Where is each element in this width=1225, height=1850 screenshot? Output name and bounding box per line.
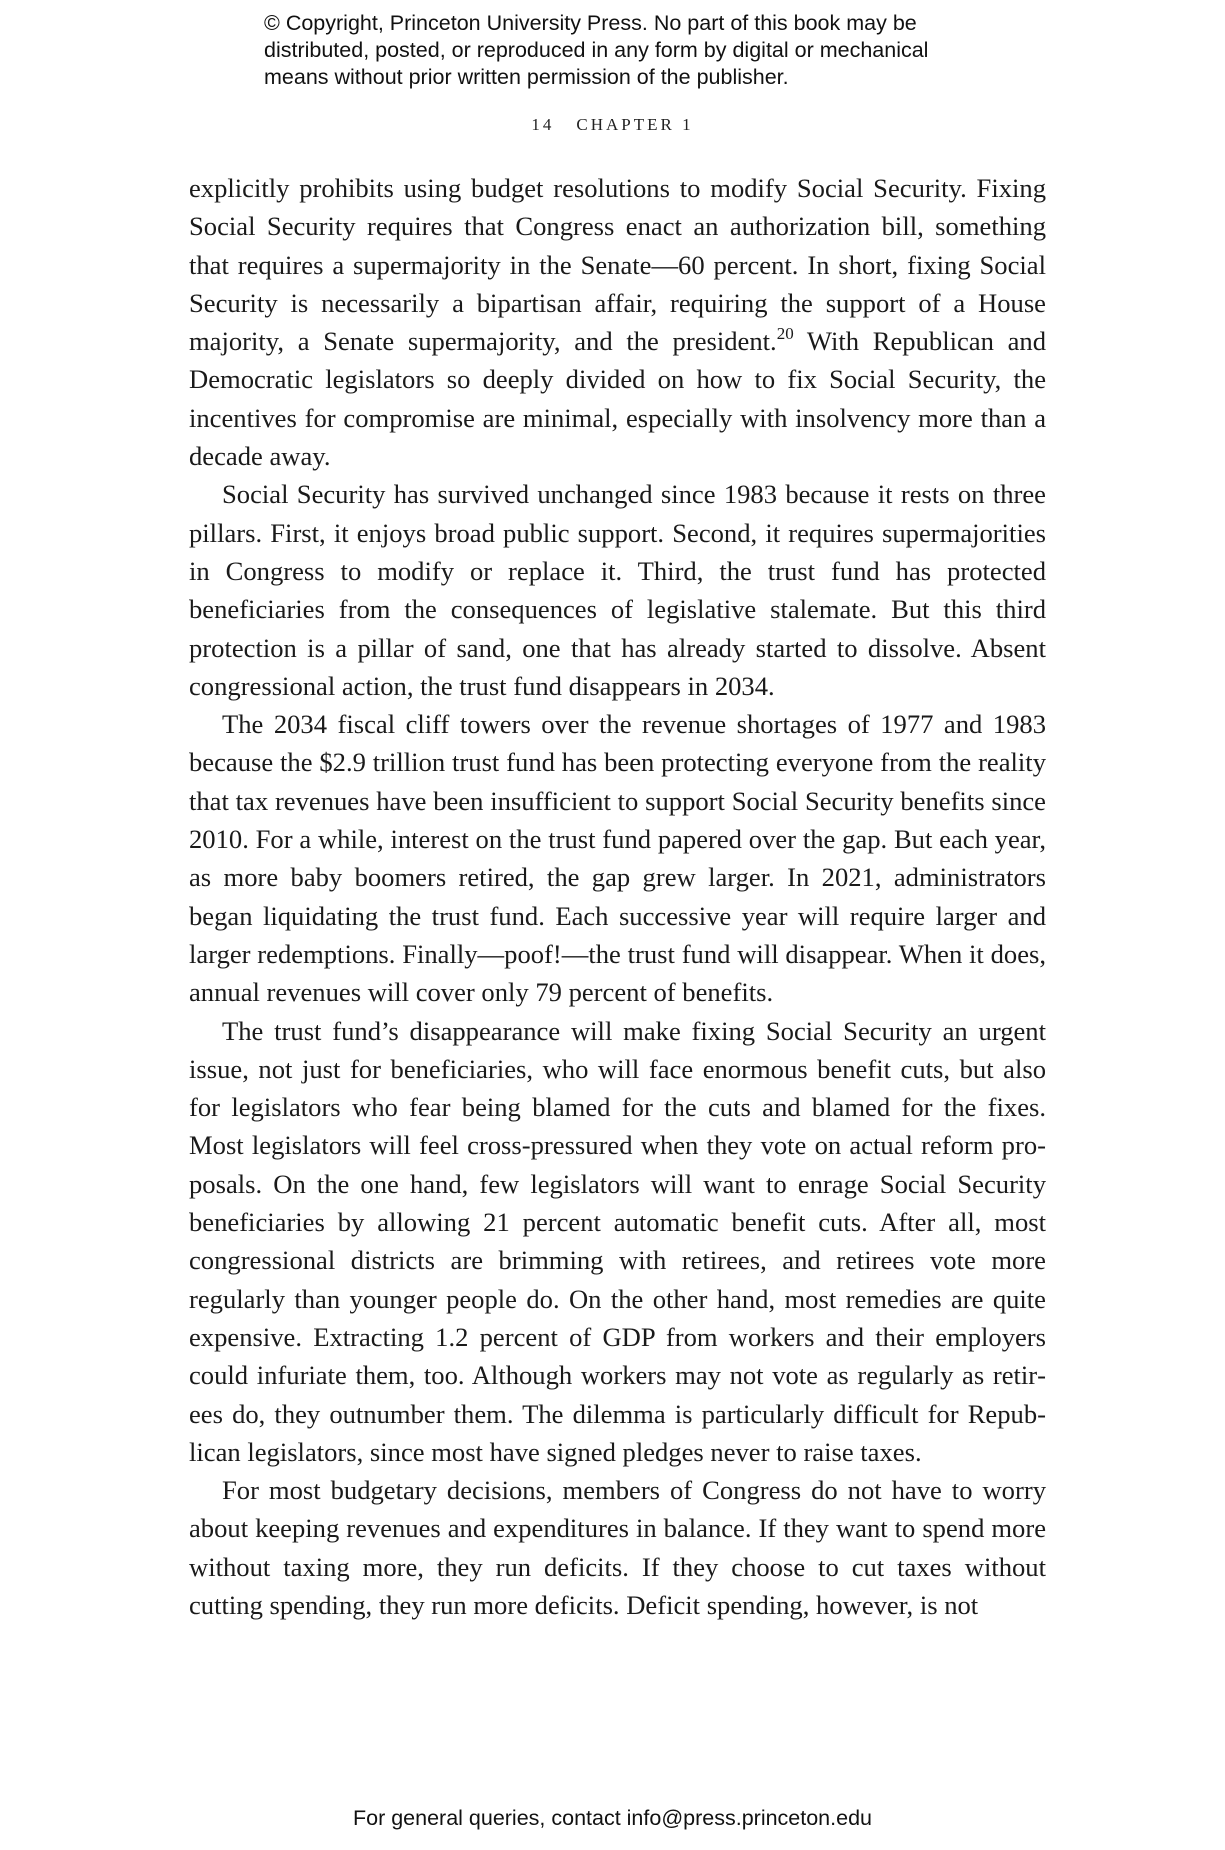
page-number: 14 [531, 115, 555, 134]
copyright-notice: © Copyright, Princeton University Press. No part of this book may be distributed, posted, or reproduced in any form by digital or mechanical means without prior written permission of the publisher. [264, 11, 929, 89]
footnote-reference[interactable]: 20 [776, 324, 794, 344]
body-text [189, 169, 1046, 1624]
paragraph: The 2034 fiscal cliff towers over the revenue shortages of 1977 and 1983 because the $2.9 trillion trust fund has been protecting everyone from the reality that tax revenues have been insufficient to support Social Security benefits since 2010. For a while, interest on the trust fund papered over the gap. But each year, as more baby boomers retired, the gap grew larger. In 2021, administrators began liquidating the trust fund. Each successive year will require larger and larger redemptions. Finally—poof!—the trust fund will disappear. When it does, annual revenues will cover only 79 percent of benefits. [189, 709, 1046, 1008]
paragraph-text: explicitly prohibits using budget resolutions to modify Social Security. Fixing Social Security requires that Congress enact an authorization bill, something that requires a supermajority in the Senate—60 percent. In short, fixing Social Security is necessarily a bipartisan affair, requiring the support of a House majority, a Senate supermajority, and the president. [189, 173, 1046, 357]
paragraph [189, 169, 1046, 475]
chapter-title: CHAPTER 1 [576, 115, 694, 134]
running-head [0, 115, 1225, 135]
paragraph: For most budgetary decisions, members of Congress do not have to worry about keeping revenues and expenditures in balance. If they want to spend more without taxing more, they run deficits. If they choose to cut taxes without cutting spending, they run more deficits. Deficit spending, however, is not [189, 1475, 1046, 1620]
footer-contact: For general queries, contact info@press.princeton.edu [352, 1806, 872, 1830]
paragraph: Social Security has survived unchanged since 1983 because it rests on three pillars. First, it enjoys broad public support. Second, it requires supermajorities in Congress to modify or replace it. Third, the trust fund has protected beneficiaries from the consequences of legislative stalemate. But this third protection is a pillar of sand, one that has already started to dissolve. Absent congressional action, the trust fund disappears in 2034. [189, 479, 1046, 701]
paragraph: The trust fund’s disappearance will make fixing Social Security an urgent issue, not just for beneficiaries, who will face enormous benefit cuts, but also for legislators who fear being blamed for the cuts and blamed for the fixes. Most legislators will feel cross-pressured when they vote on actual reform proposals. On the one hand, few legislators will want to enrage Social Security beneficiaries by allowing 21 percent automatic benefit cuts. After all, most congressional districts are brimming with retirees, and retirees vote more regularly than younger people do. On the other hand, most remedies are quite expensive. Extracting 1.2 percent of GDP from workers and their employers could infuriate them, too. Although workers may not vote as regularly as retirees do, they outnumber them. The dilemma is particularly difficult for Republican legislators, since most have signed pledges never to raise taxes. [189, 1015, 1046, 1467]
paragraph-text: With Republican and Democratic legislators so deeply divided on how to fix Social Security, the incentives for compromise are minimal, especially with insolvency more than a decade away. [189, 326, 1046, 472]
